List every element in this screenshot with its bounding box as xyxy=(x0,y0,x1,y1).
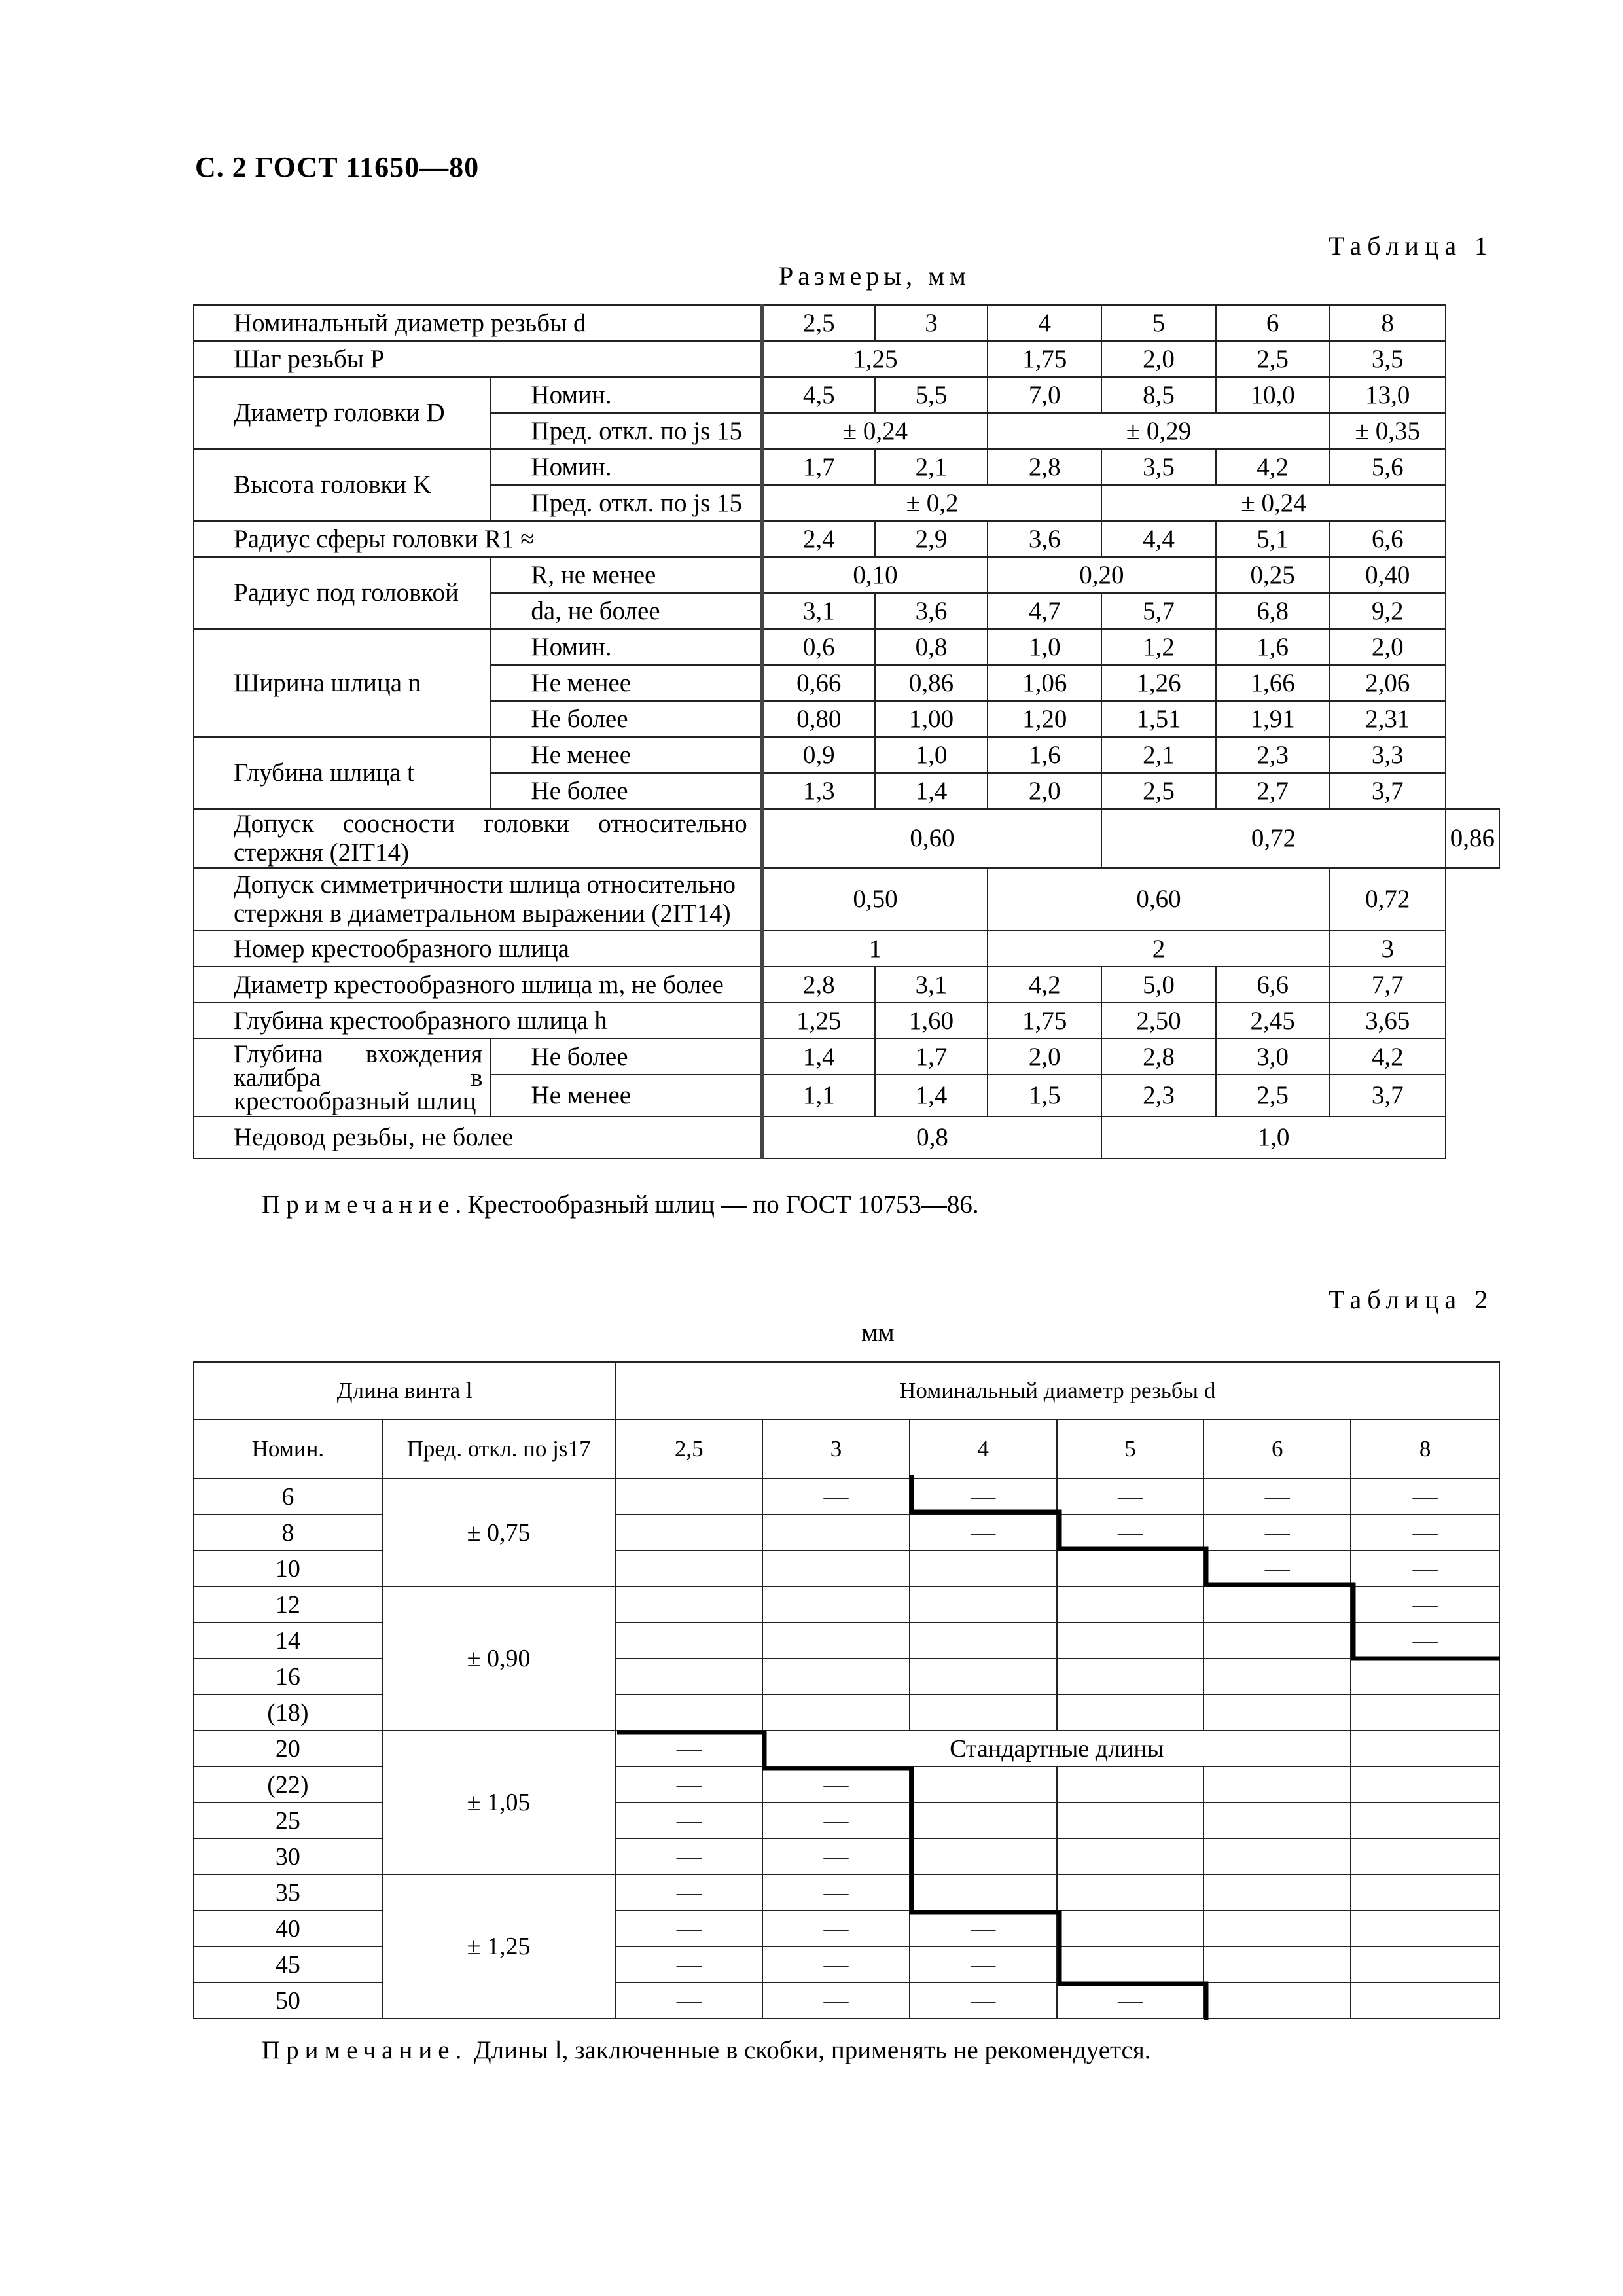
empty-cell xyxy=(1351,1731,1499,1767)
empty-cell xyxy=(1057,1587,1204,1623)
empty-cell xyxy=(910,1623,1057,1659)
table2-row xyxy=(194,1874,1499,1910)
empty-cell xyxy=(762,1551,910,1587)
dash-cell: — xyxy=(1351,1551,1499,1587)
table2-row xyxy=(194,1587,1499,1623)
row-head-diameter-tol: Пред. откл. по js 15 ± 0,24 ± 0,29 ± 0,35 xyxy=(194,413,1499,449)
table2-note-text: Длины l, заключенные в скобки, применять не рекомендуется. xyxy=(474,2036,1151,2064)
length-nominal: (22) xyxy=(194,1767,382,1803)
table2-note-lead: Примечание. xyxy=(262,2036,468,2064)
empty-cell xyxy=(1204,1839,1351,1874)
empty-cell xyxy=(1204,1982,1351,2018)
row-cross-slot-depth: Глубина крестообразного шлица h 1,25 1,60 1,75 2,50 2,45 3,65 xyxy=(194,1003,1499,1039)
empty-cell xyxy=(910,1587,1057,1623)
empty-cell xyxy=(910,1874,1057,1910)
empty-cell xyxy=(762,1587,910,1623)
empty-cell xyxy=(762,1623,910,1659)
empty-cell xyxy=(1057,1839,1204,1874)
empty-cell xyxy=(1057,1767,1204,1803)
length-nominal: 45 xyxy=(194,1946,382,1982)
empty-cell xyxy=(1351,1803,1499,1839)
empty-cell xyxy=(1204,1946,1351,1982)
dash-cell: — xyxy=(615,1803,762,1839)
empty-cell xyxy=(1057,1910,1204,1946)
length-tolerance: ± 1,25 xyxy=(382,1874,616,2018)
empty-cell xyxy=(1204,1659,1351,1695)
dash-cell: — xyxy=(762,1874,910,1910)
row-thread-diameter: Номинальный диаметр резьбы d 2,5 3 4 5 6 8 xyxy=(194,305,1499,341)
empty-cell xyxy=(1204,1587,1351,1623)
empty-cell xyxy=(910,1839,1057,1874)
empty-cell xyxy=(1351,1874,1499,1910)
row-cross-slot-diameter: Диаметр крестообразного шлица m, не более 2,8 3,1 4,2 5,0 6,6 7,7 xyxy=(194,967,1499,1003)
empty-cell xyxy=(1351,1659,1499,1695)
dash-cell: — xyxy=(762,1839,910,1874)
empty-cell xyxy=(1204,1767,1351,1803)
empty-cell xyxy=(1204,1874,1351,1910)
empty-cell xyxy=(1057,1623,1204,1659)
row-symmetry: Допуск симметричности шлица относительно стержня в диаметральном выражении (2IT14) 0,50 0,60 0,72 xyxy=(194,868,1499,931)
length-nominal: 30 xyxy=(194,1839,382,1874)
empty-cell xyxy=(1204,1695,1351,1731)
empty-cell xyxy=(1057,1659,1204,1695)
empty-cell xyxy=(1351,1767,1499,1803)
empty-cell xyxy=(910,1695,1057,1731)
table1-note-lead: Примечание. xyxy=(262,1191,468,1219)
empty-cell xyxy=(762,1515,910,1551)
dash-cell: — xyxy=(1351,1587,1499,1623)
empty-cell xyxy=(615,1659,762,1695)
row-cross-slot-number: Номер крестообразного шлица 1 2 3 xyxy=(194,931,1499,967)
empty-cell xyxy=(910,1767,1057,1803)
length-nominal: 20 xyxy=(194,1731,382,1767)
dash-cell: — xyxy=(615,1874,762,1910)
dash-cell: — xyxy=(762,1946,910,1982)
length-nominal: 35 xyxy=(194,1874,382,1910)
row-coaxiality: Допуск соосности головки относительно стержня (2IT14) 0,60 0,72 0,86 xyxy=(194,809,1499,868)
length-nominal: 12 xyxy=(194,1587,382,1623)
dash-cell: — xyxy=(615,1767,762,1803)
row-slot-width-min: Не менее 0,66 0,86 1,06 1,26 1,66 2,06 xyxy=(194,665,1499,701)
length-tolerance: ± 1,05 xyxy=(382,1731,616,1874)
empty-cell xyxy=(762,1659,910,1695)
table2-header-row-1: Длина винта l Номинальный диаметр резьбы d xyxy=(194,1362,1499,1420)
row-head-height: Высота головки K Номин. 1,7 2,1 2,8 3,5 4,2 5,6 xyxy=(194,449,1499,485)
length-nominal: (18) xyxy=(194,1695,382,1731)
row-slot-depth-max: Не более 1,3 1,4 2,0 2,5 2,7 3,7 xyxy=(194,773,1499,809)
empty-cell xyxy=(1204,1803,1351,1839)
dash-cell: — xyxy=(615,1910,762,1946)
empty-cell xyxy=(1204,1623,1351,1659)
empty-cell xyxy=(1351,1695,1499,1731)
row-gauge-max: Глубина вхождения калибра в крестообразный шлиц Не более 1,4 1,7 2,0 2,8 3,0 4,2 xyxy=(194,1039,1499,1075)
row-slot-width-max: Не более 0,80 1,00 1,20 1,51 1,91 2,31 xyxy=(194,701,1499,737)
row-under-head-radius: Радиус под головкой R, не менее 0,10 0,20 0,25 0,40 xyxy=(194,557,1499,593)
dash-cell: — xyxy=(615,1946,762,1982)
empty-cell xyxy=(1057,1874,1204,1910)
length-tolerance: ± 0,75 xyxy=(382,1479,616,1587)
table1-note-text: Крестообразный шлиц — по ГОСТ 10753—86. xyxy=(467,1191,979,1219)
dash-cell: — xyxy=(1351,1623,1499,1659)
page-header: С. 2 ГОСТ 11650—80 xyxy=(195,151,480,183)
dash-cell: — xyxy=(762,1767,910,1803)
dash-cell: — xyxy=(1204,1551,1351,1587)
dash-cell: — xyxy=(762,1910,910,1946)
empty-cell xyxy=(1204,1910,1351,1946)
length-nominal: 25 xyxy=(194,1803,382,1839)
dash-cell: — xyxy=(615,1982,762,2018)
dash-cell: — xyxy=(615,1731,762,1767)
dash-cell: — xyxy=(615,1839,762,1874)
empty-cell xyxy=(1057,1695,1204,1731)
dash-cell: — xyxy=(762,1479,910,1515)
empty-cell xyxy=(615,1695,762,1731)
row-head-diameter: Диаметр головки D Номин. 4,5 5,5 7,0 8,5 10,0 13,0 xyxy=(194,377,1499,413)
row-head-height-tol: Пред. откл. по js 15 ± 0,2 ± 0,24 xyxy=(194,485,1499,521)
table2-caption: Таблица 2 xyxy=(1329,1285,1494,1314)
empty-cell xyxy=(615,1587,762,1623)
table2-header-row-2: Номин. Пред. откл. по js17 2,5 3 4 5 6 8 xyxy=(194,1420,1499,1479)
empty-cell xyxy=(910,1551,1057,1587)
dash-cell: — xyxy=(1057,1515,1204,1551)
row-thread-undercut: Недовод резьбы, не более 0,8 1,0 xyxy=(194,1117,1499,1158)
row-gauge-min: Не менее 1,1 1,4 1,5 2,3 2,5 3,7 xyxy=(194,1075,1499,1117)
row-under-head-da: da, не более 3,1 3,6 4,7 5,7 6,8 9,2 xyxy=(194,593,1499,629)
table2-units: мм xyxy=(861,1318,895,1347)
table1-note xyxy=(262,1190,979,1219)
empty-cell xyxy=(1057,1803,1204,1839)
standard-lengths-label: Стандартные длины xyxy=(762,1731,1351,1767)
dash-cell: — xyxy=(910,1910,1057,1946)
length-nominal: 40 xyxy=(194,1910,382,1946)
empty-cell xyxy=(1057,1551,1204,1587)
empty-cell xyxy=(615,1551,762,1587)
dash-cell: — xyxy=(1351,1515,1499,1551)
dash-cell: — xyxy=(1204,1479,1351,1515)
empty-cell xyxy=(1351,1839,1499,1874)
empty-cell xyxy=(615,1623,762,1659)
length-tolerance: ± 0,90 xyxy=(382,1587,616,1731)
table2-row xyxy=(194,1731,1499,1767)
length-nominal: 50 xyxy=(194,1982,382,2018)
dash-cell: — xyxy=(910,1479,1057,1515)
table2-row xyxy=(194,1479,1499,1515)
row-thread-pitch: Шаг резьбы P 1,25 1,75 2,0 2,5 3,5 xyxy=(194,341,1499,377)
empty-cell xyxy=(615,1479,762,1515)
length-nominal: 8 xyxy=(194,1515,382,1551)
empty-cell xyxy=(1057,1946,1204,1982)
dash-cell: — xyxy=(762,1803,910,1839)
empty-cell xyxy=(1351,1910,1499,1946)
row-sphere-radius: Радиус сферы головки R1 ≈ 2,4 2,9 3,6 4,4 5,1 6,6 xyxy=(194,521,1499,557)
table1-units: Размеры, мм xyxy=(779,261,971,291)
length-nominal: 16 xyxy=(194,1659,382,1695)
dash-cell: — xyxy=(1204,1515,1351,1551)
length-nominal: 14 xyxy=(194,1623,382,1659)
empty-cell xyxy=(910,1659,1057,1695)
table2 xyxy=(193,1361,1500,2019)
dash-cell: — xyxy=(1057,1479,1204,1515)
dash-cell: — xyxy=(762,1982,910,2018)
table2-note xyxy=(262,2036,1151,2065)
empty-cell xyxy=(615,1515,762,1551)
empty-cell xyxy=(1351,1982,1499,2018)
row-slot-width-nom: Ширина шлица n Номин. 0,6 0,8 1,0 1,2 1,6 2,0 xyxy=(194,629,1499,665)
row-slot-depth-min: Глубина шлица t Не менее 0,9 1,0 1,6 2,1 2,3 3,3 xyxy=(194,737,1499,773)
empty-cell xyxy=(910,1803,1057,1839)
length-nominal: 6 xyxy=(194,1479,382,1515)
dash-cell: — xyxy=(910,1946,1057,1982)
table1-caption: Таблица 1 xyxy=(1329,231,1494,260)
dash-cell: — xyxy=(910,1982,1057,2018)
empty-cell xyxy=(762,1695,910,1731)
dash-cell: — xyxy=(1351,1479,1499,1515)
dash-cell: — xyxy=(910,1515,1057,1551)
dash-cell: — xyxy=(1057,1982,1204,2018)
table1 xyxy=(193,304,1500,1159)
empty-cell xyxy=(1351,1946,1499,1982)
length-nominal: 10 xyxy=(194,1551,382,1587)
